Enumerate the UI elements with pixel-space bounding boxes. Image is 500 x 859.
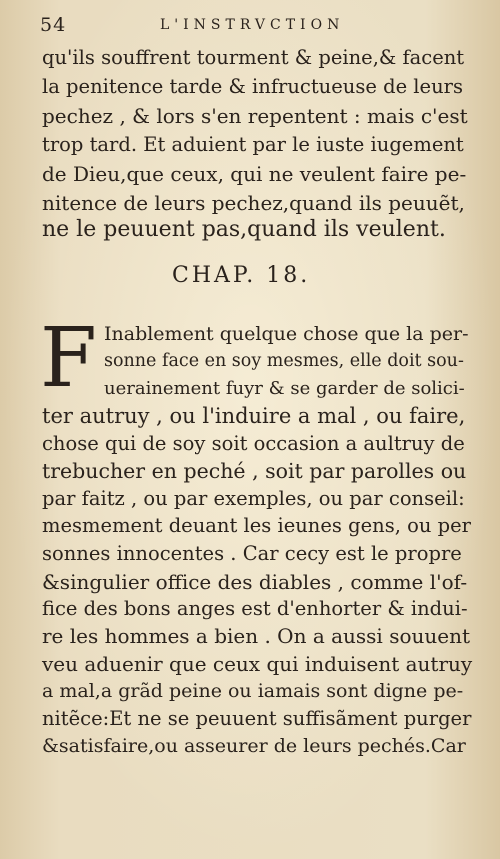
text-line: a mal,a grãd peine ou iamais sont digne pe- [42, 680, 464, 702]
drop-capital: F [40, 311, 97, 406]
text-line: sonne face en soy mesmes, elle doit sou- [104, 351, 464, 371]
chapter-heading: CHAP. 18. [172, 263, 311, 288]
text-line: &satisfaire,ou asseurer de leurs pechés.Car [42, 735, 466, 757]
text-line: trop tard. Et aduient par le iuste iugement [42, 133, 464, 156]
text-line: nitence de leurs pechez,quand ils peuuẽt, [42, 191, 465, 215]
text-line: qu'ils souffrent tourment & peine,& facent [42, 46, 465, 69]
text-line: &singulier office des diables , comme l'of- [42, 570, 468, 594]
running-title: L'INSTRVCTION [160, 17, 345, 33]
text-line: ne le peuuent pas,quand ils veulent. [42, 217, 446, 242]
text-line: la penitence tarde & infructueuse de leurs [42, 75, 463, 98]
text-line: fice des bons anges est d'enhorter & indui- [42, 597, 468, 620]
text-line: pechez , & lors s'en repentent : mais c'est [42, 104, 468, 128]
text-line: re les hommes a bien . On a aussi souuent [42, 624, 471, 648]
page-header [40, 14, 470, 38]
text-line: par faitz , ou par exemples, ou par conseil: [42, 487, 465, 510]
text-line: veu aduenir que ceux qui induisent autruy [42, 652, 473, 676]
text-line: uerainement fuyr & se garder de solici- [104, 378, 465, 399]
text-line: trebucher en peché , soit par parolles ou [42, 459, 467, 483]
page-number: 54 [40, 14, 67, 36]
text-line: mesmement deuant les ieunes gens, ou per [42, 514, 471, 537]
text-line: nitẽce:Et ne se peuuent suffisãment purger [42, 707, 472, 730]
text-line: chose qui de soy soit occasion a aultruy de [42, 432, 465, 455]
text-line: ter autruy , ou l'induire a mal , ou faire, [42, 404, 466, 428]
text-line: sonnes innocentes . Car cecy est le propre [42, 542, 462, 565]
text-line: de Dieu,que ceux, qui ne veulent faire pe- [42, 162, 467, 186]
text-line: Inablement quelque chose que la per- [104, 323, 469, 345]
